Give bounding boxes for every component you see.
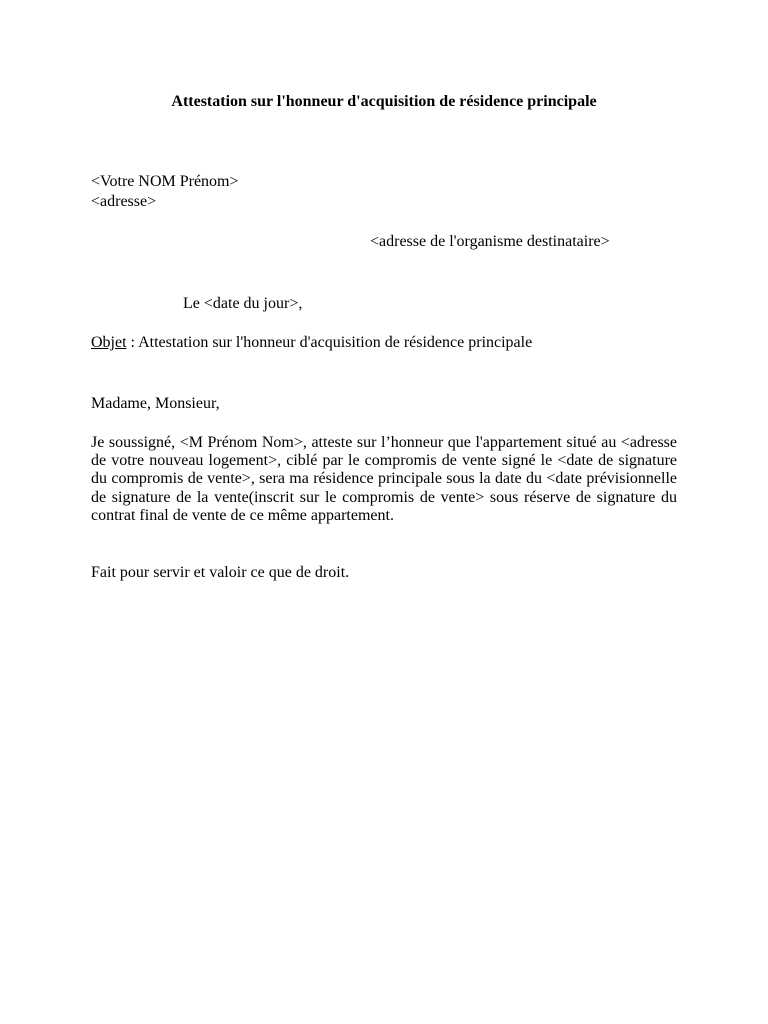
sender-name: <Votre NOM Prénom>: [91, 173, 239, 190]
subject-line: [91, 333, 532, 353]
body-paragraph: Je soussigné, <M Prénom Nom>, atteste sur l’honneur que l'appartement situé au <adresse de votre nouveau logement>, ciblé par le compromis de vente signé le <date de signature du compromis de vente>, sera ma résidence principale sous la date du <date prévisionnelle de signature de la vente(inscrit sur le compromis de vente> sous réserve de signature du contrat final de vente de ce même appartement.: [91, 434, 677, 524]
sender-block: [91, 172, 239, 212]
date-line: Le <date du jour>,: [183, 295, 303, 312]
closing-line: Fait pour servir et valoir ce que de droit.: [91, 564, 350, 581]
sender-address: <adresse>: [91, 193, 157, 210]
subject-label: Objet: [91, 334, 127, 351]
greeting: Madame, Monsieur,: [91, 395, 220, 412]
subject-text: : Attestation sur l'honneur d'acquisition de résidence principale: [126, 334, 533, 351]
recipient-address: <adresse de l'organisme destinataire>: [370, 233, 610, 250]
document-title: Attestation sur l'honneur d'acquisition de résidence principale: [171, 93, 597, 110]
